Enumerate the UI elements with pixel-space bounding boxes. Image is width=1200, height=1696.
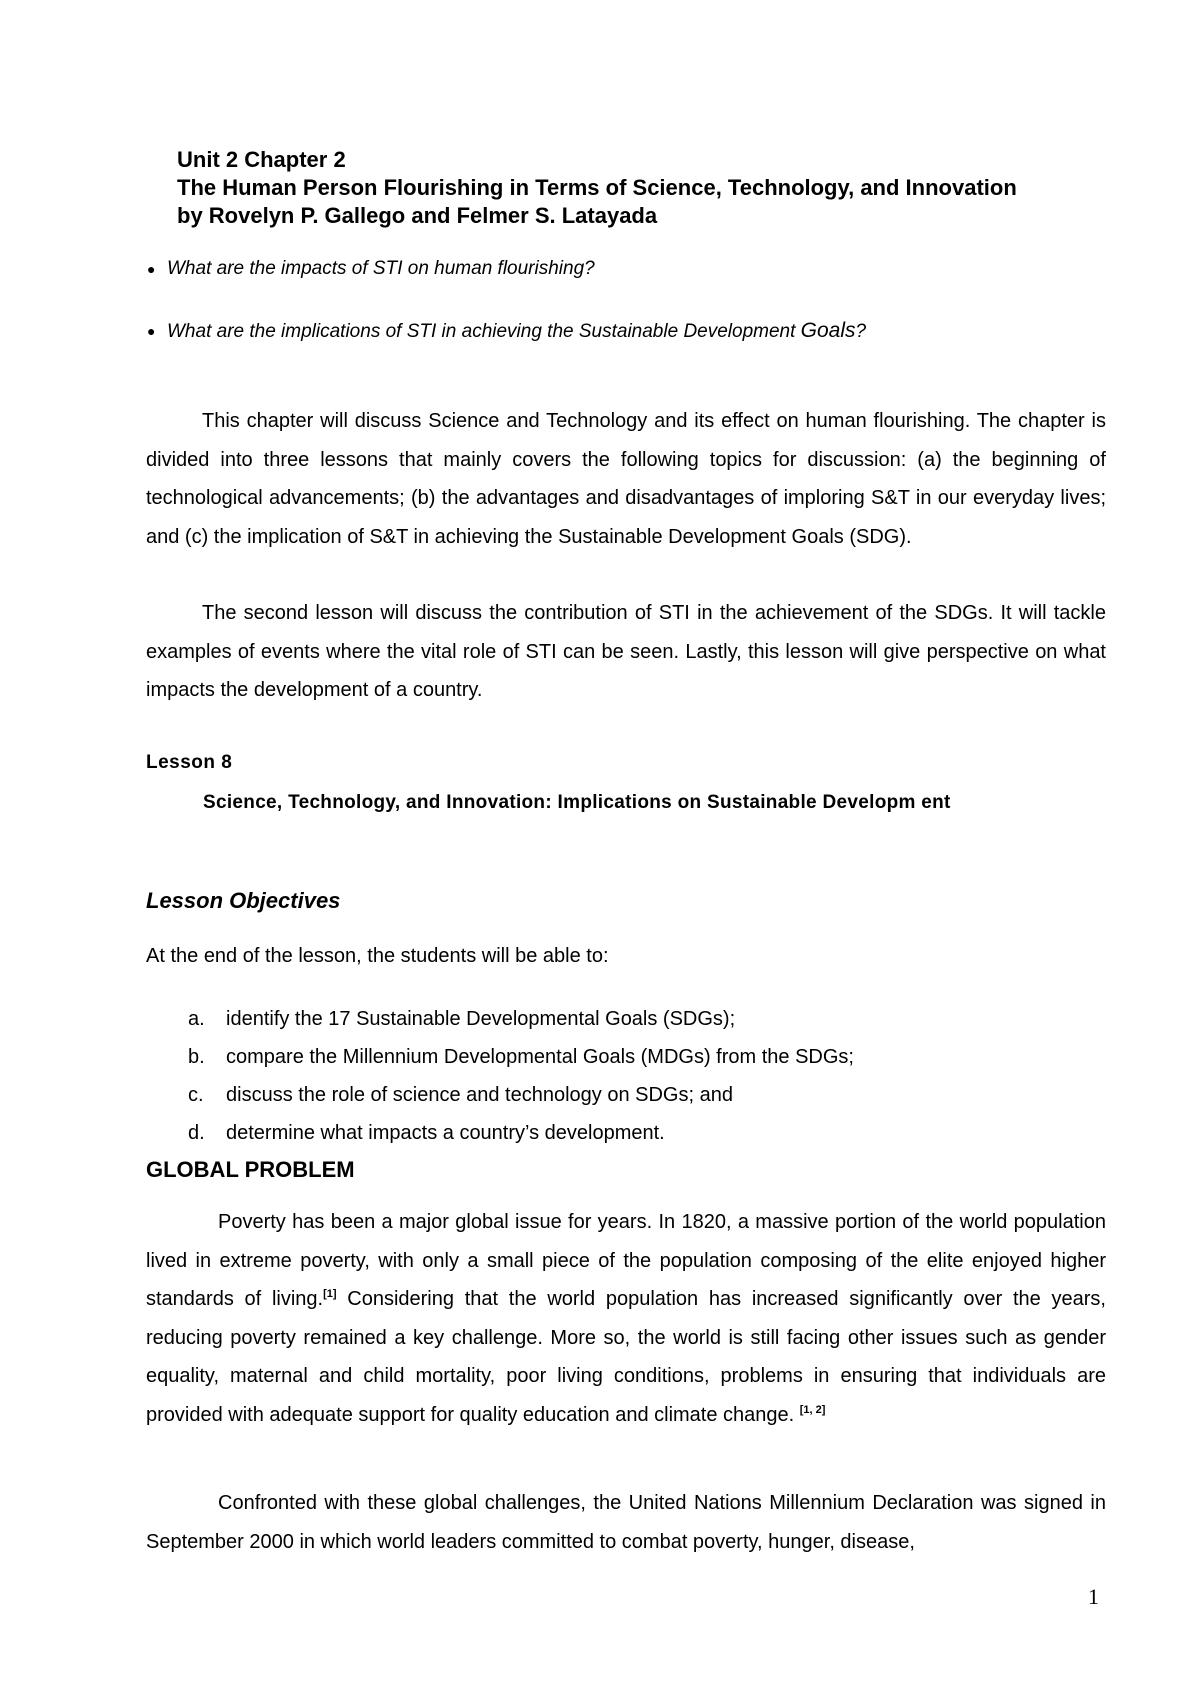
list-item-text: discuss the role of science and technology on SDGs; and [226,1084,733,1106]
list-item [146,1038,1106,1076]
guide-question-end: ? [855,321,867,342]
objectives-list [146,1000,1106,1152]
list-marker: c. [188,1084,204,1106]
page-number: 1 [1088,1584,1099,1609]
chapter-title: The Human Person Flourishing in Terms of Science, Technology, and Innovation [177,175,1017,200]
list-item-text: compare the Millennium Developmental Goals (MDGs) from the SDGs; [226,1046,854,1068]
bullet-icon: ● [147,323,156,339]
global-problem-paragraph-1 [146,1203,1106,1434]
section-heading: GLOBAL PROBLEM [146,1157,355,1182]
guide-question [147,256,1107,282]
guide-question-text: What are the implications of STI in achieving the Sustainable Development [167,321,801,342]
intro-paragraph-1: This chapter will discuss Science and Technology and its effect on human flourishing. The chapter is divided into three lessons that mainly covers the following topics for discussion: (a) the beginning of technological advancements; (b) the advantages and disadvantages of imploring S&T in our everyday lives; and (c) the implication of S&T in achieving the Sustainable Development Goals (SDG). [146,410,1106,548]
list-marker: d. [188,1122,205,1144]
bullet-icon: ● [147,261,156,277]
chapter-authors: by Rovelyn P. Gallego and Felmer S. Latayada [177,203,658,228]
list-marker: b. [188,1046,205,1068]
citation-ref: [1, 2] [799,1403,826,1416]
list-item-text: identify the 17 Sustainable Developmental Goals (SDGs); [226,1008,736,1030]
list-item [146,1076,1106,1114]
intro-paragraph-2: The second lesson will discuss the contribution of STI in the achievement of the SDGs. It will tackle examples of events where the vital role of STI can be seen. Lastly, this lesson will give perspective on what impacts the development of a country. [146,602,1106,701]
lesson-number: Lesson 8 [146,752,233,773]
chapter-header [177,146,1117,230]
objectives-intro: At the end of the lesson, the students will be able to: [146,945,609,967]
paragraph-text: Considering that the world population has increased significantly over the years, reducing poverty remained a key challenge. More so, the world is still facing other issues such as gender equality, maternal and child mortality, poor living conditions, problems in ensuring that individuals are provided with adequate support for quality education and climate change. [146,1288,1106,1426]
guide-question [147,318,1107,345]
list-item-text: determine what impacts a country’s development. [226,1122,665,1144]
guide-question-emphasis: Goals [800,319,856,342]
unit-label: Unit 2 Chapter 2 [177,147,346,172]
paragraph-text: Poverty has been a major global issue for years. In 1820, a massive portion of the world population lived in extreme poverty, with only a small piece of the population composing of the elite enjoyed higher standards of living. [146,1211,1106,1310]
guide-question-text: What are the impacts of STI on human flourishing? [167,258,595,279]
list-item [146,1114,1106,1152]
list-marker: a. [188,1008,205,1030]
objectives-heading: Lesson Objectives [146,888,341,913]
global-problem-paragraph-2: Confronted with these global challenges, the United Nations Millennium Declaration was signed in September 2000 in which world leaders committed to combat poverty, hunger, disease, [146,1492,1106,1553]
citation-ref: [1] [323,1288,337,1300]
list-item [146,1000,1106,1038]
guide-questions [147,256,1107,345]
lesson-title: Science, Technology, and Innovation: Implications on Sustainable Developm ent [203,792,951,813]
